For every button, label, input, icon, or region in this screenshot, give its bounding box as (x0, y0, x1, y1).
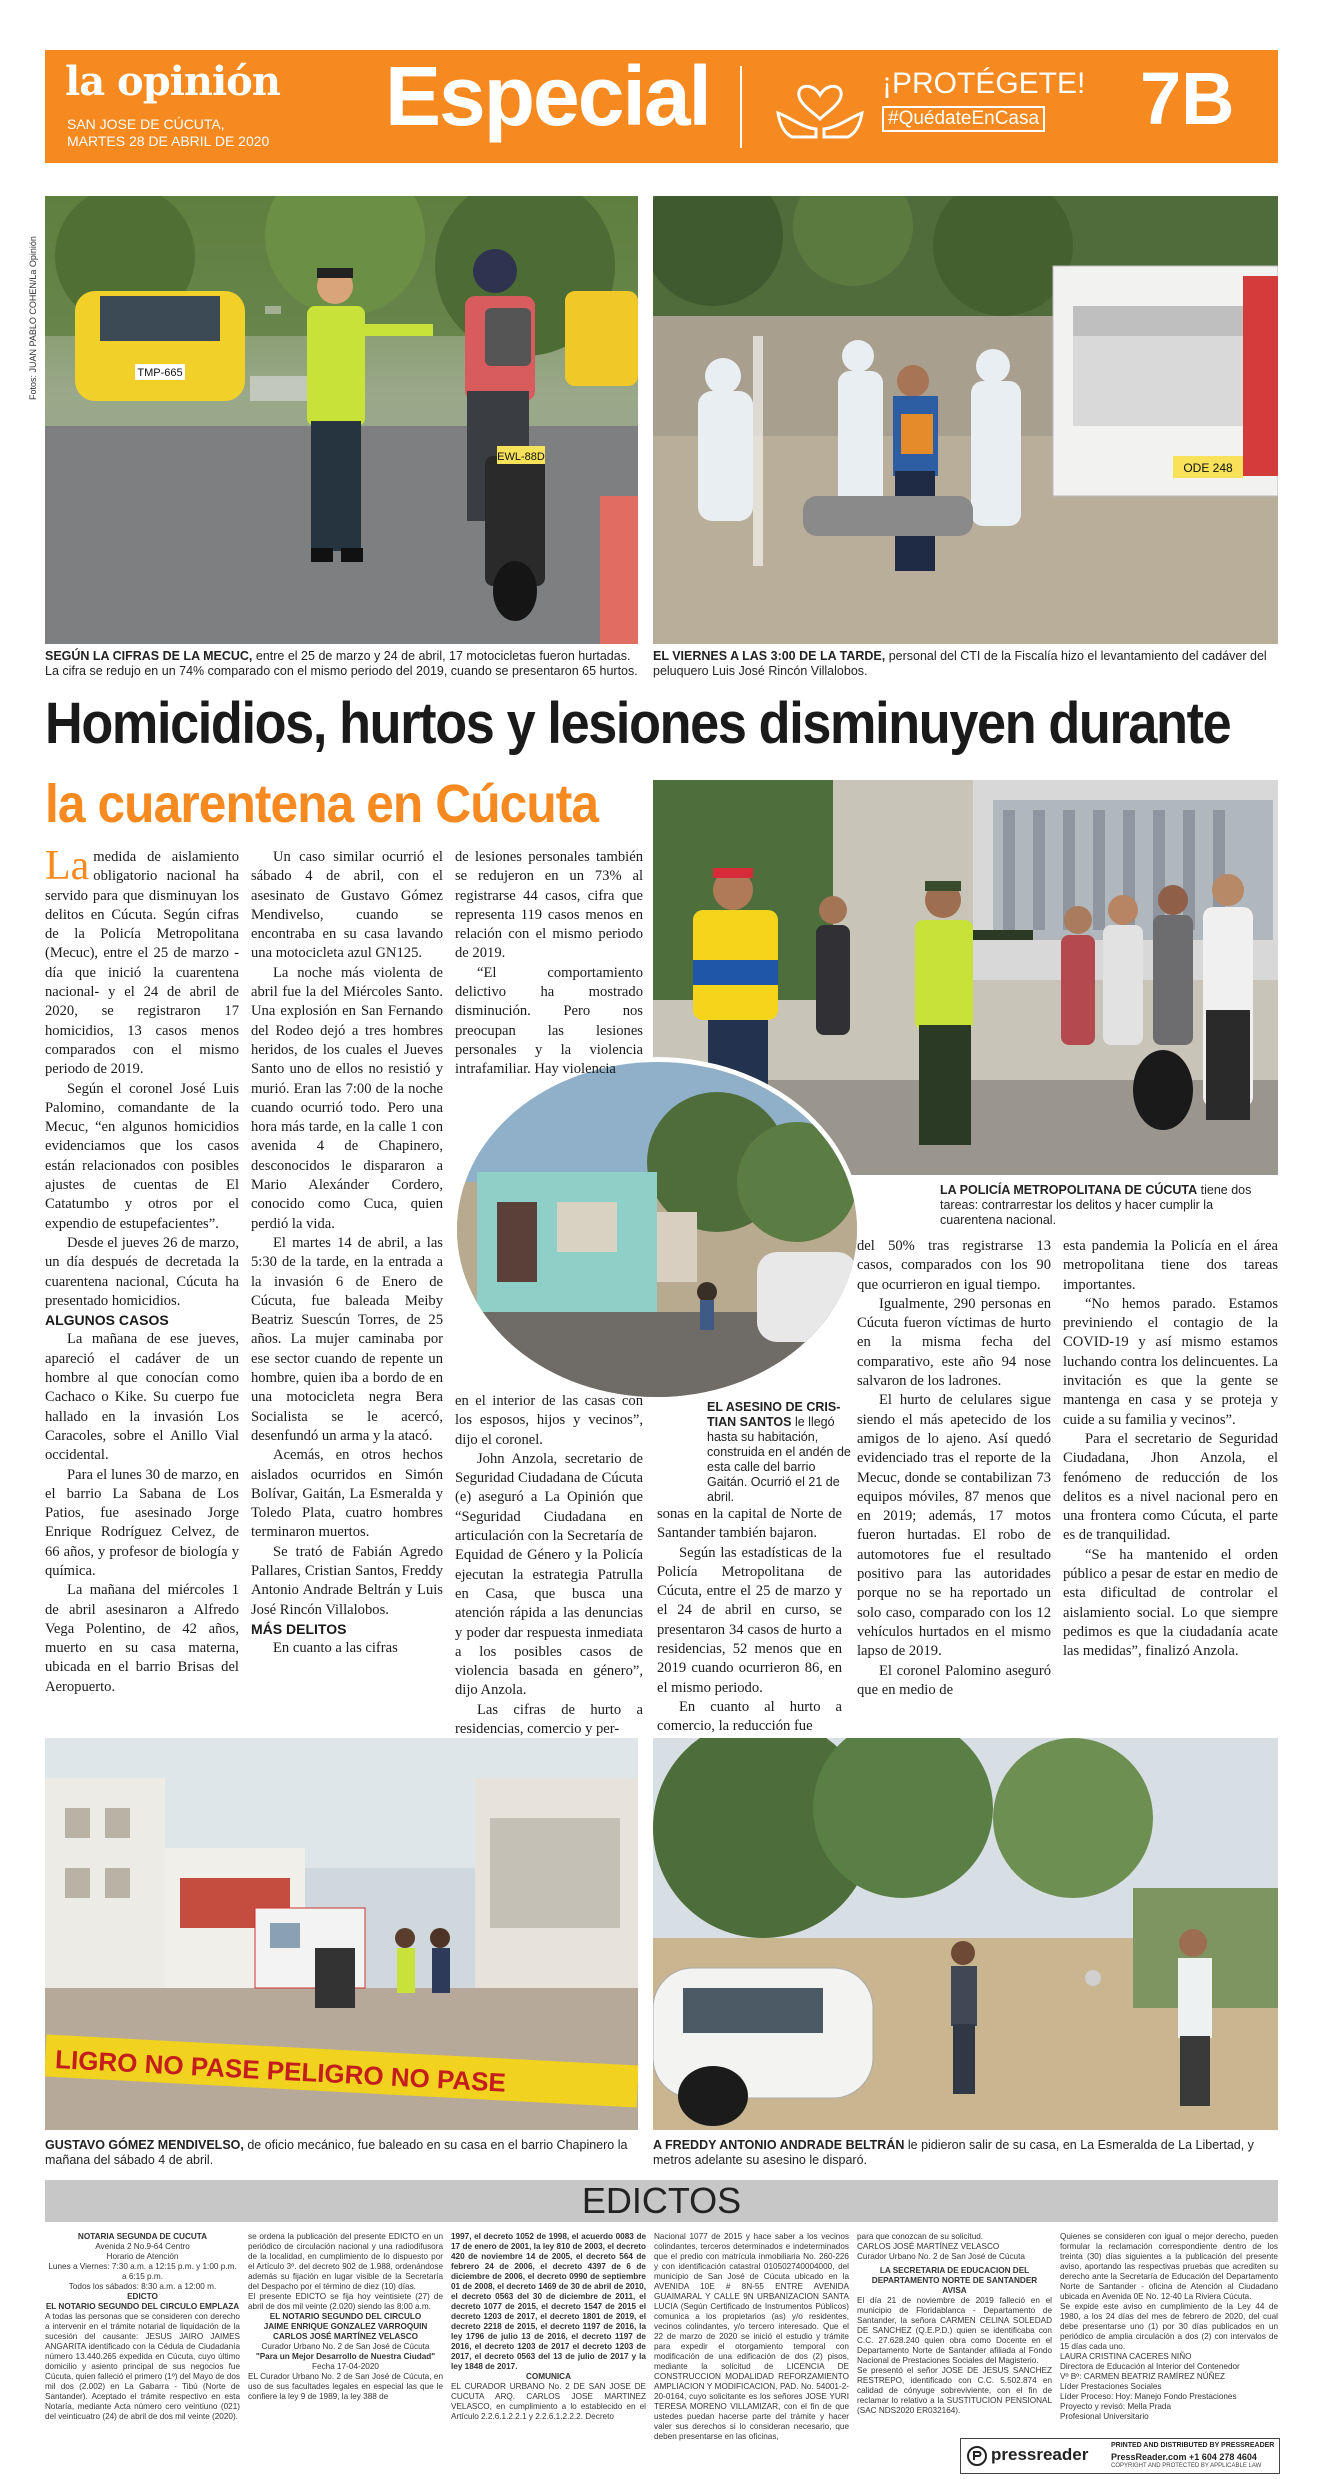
edicto-1-line: Avenida 2 No.9-64 Centro (95, 2242, 190, 2251)
caption-photo-6 (653, 2138, 1278, 2168)
edicto-2-line: El presente EDICTO se fija hoy veintisiete (27) de abril de dos mil veinte (2.020) siendo las 8:00 a.m. (248, 2292, 443, 2311)
campaign-title: ¡PROTÉGETE! (882, 67, 1086, 100)
col2-p2: La noche más violenta de abril fue la del Miércoles Santo. Una explosión en San Fernando del Rodeo dejó a tres hombres heridos, de los cuales el Jueves Santo uno de ellos no resistió y murió. Eran las 7:00 de la noche cuando ocurrió todo. Pero una hora más tarde, en la calle 1 con avenida 4 de Chapinero, desconocidos le dispararon a Mario Alexánder Cordero, conocido como Cuca, quien perdió la vida. (251, 964, 443, 1232)
col2-p5: Se trató de Fabián Agredo Pallares, Cristian Santos, Freddy Antonio Andrade Beltrán y Luis José Rincón Villalobos. (251, 1543, 443, 1618)
edicto-5-body: El día 21 de noviembre de 2019 falleció en el municipio de Floridablanca - Departamento de Santander, la señora CARMEN CELINA SOLEDAD DE SANCHEZ (Q.E.P.D.) quien se identificaba con C.C. 27.628.240 quien obra como Docente en el Departamento Norte de Santander afiliada al Fondo Nacional de Prestaciones Sociales del Magisterio. (857, 2296, 1052, 2365)
edicto-3-line: COMUNICA (525, 2372, 572, 2381)
edicto-6-line: Líder Prestaciones Sociales (1060, 2382, 1162, 2391)
col4-p1: sonas en la capital de Norte de Santander también bajaron. (657, 1506, 842, 1542)
edicto-4-body: Nacional 1077 de 2015 y hace saber a los vecinos colindantes, terceros determinados e indeterminados que el predio con matrícula inmobiliaria No. 260-226 y con identificación catastral 010502740004000, del municipio de San José de Cúcuta ubicado en la AVENIDA 10E # 8N-55 ENTRE AVENIDA GUAIMARAL Y CALLE 9N URBANIZACION SANTA LUCIA (Según Certificado de Instrumentos Públicos) comunica a los propietarios (as) y/o residentes, vecinos colindantes, y/o tercero interesado. Que el 22 de marzo de 2020 se inició el estudio y trámite para expedir el otorgamiento temporal con modificación de una edificación de dos (2) pisos, mediante la solicitud de LICENCIA DE CONSTRUCCION MODALIDAD REFORZAMIENTO AMPLIACION Y MODIFICACION, PAD. No. 54001-2-20-0164, cuyo solicitante es los señores JOSE YURI TERESA MORENO VILLAMIZAR, con el fin de que ustedes puedan hacerse parte del trámite y hacer valer sus derechos si lo consideran necesario, que deben presentarse en las oficinas, (654, 2232, 849, 2441)
edicto-1-body: A todas las personas que se consideren con derecho a intervenir en el trámite notarial de liquidación de la sucesión del causante: JESUS JAIRO JAIMES ANGARITA identificado con la Cédula de Ciudadanía número 13.440.265 expedida en Cúcuta, cuyo último domicilio y asiento principal de sus negocios fue Cúcuta, quien falleció el primero (1º) del Mayo de dos mil dos (2.002) en La Gabarra - Tibú (Norte de Santander). Aceptado el trámite respectivo en esta Notaría, mediante Acta número cero veintiuno (021) del veinticuatro (24) de abril de dos mil veinte (2020). (45, 2312, 240, 2421)
edicto-2-line: Fecha 17-04-2020 (312, 2362, 379, 2371)
caption-4-text: le llegó hasta su habitación, construida en el andén de esta calle del barrio Gaitán. Ocurrió el 21 de abril. (707, 1415, 851, 1504)
edicto-column-2 (248, 2232, 443, 2402)
col2-p3: El martes 14 de abril, a las 5:30 de la tarde, en la entrada a la invasión 6 de Enero de Cúcuta, fue baleada Meiby Beatriz Suescún Torres, de 25 años. La mujer caminaba por ese sector cuando de repente un hombre, quien iba a bordo de en una motocicleta negra Bera Socialista se le acercó, desenfundó un arma y la atacó. (251, 1234, 443, 1444)
col4-p2: Según las estadísticas de la Policía Metropolitana de Cúcuta, entre el 25 de marzo y el 24 de abril en curso, se presentaron 34 casos de hurto a residencias, 52 menos que en 2019 cuando ocurrieron 86, en el mismo periodo. (657, 1544, 842, 1696)
header-divider (740, 66, 742, 148)
drop-cap: La (45, 843, 90, 889)
edicto-6-line: Directora de Educación al Interior del Contenedor (1060, 2362, 1240, 2371)
article-column-2 (251, 848, 443, 1658)
col5-p2: Igualmente, 290 personas en Cúcuta fueron víctimas de hurto en la misma fecha del comparativo, este año 94 nose salvaron de los ladrones. (857, 1295, 1051, 1390)
caption-5-lead: GUSTAVO GÓMEZ MENDIVELSO, (45, 2138, 244, 2152)
col1-p2: Según el coronel José Luis Palomino, comandante de la Mecuc, “en algunos homicidios evidenciamos que los casos están relacionados con posibles ajustes de cuentas de El Catatumbo y otros por el expendio de estupefacientes”. (45, 1080, 239, 1232)
edicto-column-3 (451, 2232, 646, 2422)
caption-photo-3 (940, 1183, 1278, 1228)
caption-4-lead: EL ASESINO DE CRIS-TIAN SANTOS (707, 1400, 841, 1429)
col6-p2: “No hemos parado. Estamos previniendo el contagio de la COVID-19 y así mismo estamos luchando contra los delincuentes. La invitación es que la gente se mantenga en casa y se proteja y cuide a su familia y vecinos”. (1063, 1295, 1278, 1428)
article-column-6 (1063, 1237, 1278, 1662)
edicto-6-line: Profesional Universitario (1060, 2412, 1149, 2421)
article-column-4 (657, 1505, 842, 1737)
edicto-2-line: JAIME ENRIQUE GONZALEZ VARROQUIN (263, 2322, 428, 2331)
subhead-mas-delitos: MÁS DELITOS (251, 1620, 347, 1637)
col3-p3: en el interior de las casas con los esposos, hijos y vecinos”, dijo el coronel. (455, 1393, 643, 1448)
pressreader-brand: pressreader (991, 2445, 1089, 2464)
col5-p1: del 50% tras registrarse 13 casos, comparados con los 90 que ocurrieron en igual tiempo. (857, 1238, 1051, 1293)
photo-libertad-scene (653, 1738, 1278, 2130)
pressreader-line-1: PRINTED AND DISTRIBUTED BY PRESSREADER (1111, 2442, 1275, 2449)
edicto-column-1 (45, 2232, 240, 2422)
edicto-2-body: se ordena la publicación del presente EDICTO en un periódico de circulación nacional y una radiodifusora de la localidad, en cumplimiento de lo dispuesto por el Artículo 3º. del decreto 902 de 1.988, ordenándose además su fijación en lugar visible de la Secretaría del Despacho por el término de diez (10) días. (248, 2232, 443, 2291)
hands-heart-icon (770, 65, 870, 145)
edicto-3-body: 1997, el decreto 1052 de 1998, el acuerdo 0083 de 17 de enero de 2001, la ley 810 de 2003, el decreto 420 de noviembre 14 de 2005, el decreto 564 de febrero 24 de 2006, el decreto 4397 de 6 de diciembre de 2006, el decreto 0990 de septiembre 01 de 2008, el decreto 1469 de 30 de abril de 2010, el decreto 0563 del 30 de diciembre de 2011, el decreto 1077 de 2015, el decreto 1547 de 2015 el decreto 1203 de 2017, el decreto 1801 de 2019, el decreto 2218 de 2015, el decreto 1197 de 2016, la ley 1796 de julio 13 de 2016, el decreto 1197 de 2016, el decreto 1203 de 2017 el decreto 1203 de 2017, el decreto 0563 del 13 de julio de 2017 y la ley 1848 de 2017. (451, 2232, 646, 2371)
edicto-1-line: Todos los sábados: 8:30 a.m. a 12:00 m. (68, 2282, 217, 2291)
headline-line-1: Homicidios, hurtos y lesiones disminuyen durante (45, 691, 1231, 756)
article-column-1 (45, 843, 239, 1697)
edicto-1-line: EL NOTARIO SEGUNDO DEL CIRCULO EMPLAZA (45, 2302, 240, 2311)
col3-p5: Las cifras de hurto a residencias, comercio y per- (455, 1701, 643, 1738)
edicto-5-line: LA SECRETARIA DE EDUCACION DEL DEPARTAMENTO NORTE DE SANTANDER (871, 2266, 1038, 2285)
edicto-column-6 (1060, 2232, 1278, 2422)
caption-photo-1 (45, 649, 638, 679)
article-column-5 (857, 1237, 1051, 1700)
taxi-plate: TMP-665 (137, 367, 183, 379)
caption-6-text: le pidieron salir de su casa, en La Esmeralda de La Libertad, y metros adelante su asesino le disparó. (653, 2138, 1254, 2167)
caption-3-lead: LA POLICÍA METROPOLITANA DE CÚCUTA (940, 1183, 1198, 1197)
caution-tape-text: LIGRO NO PASE PELIGRO NO PASE (54, 2044, 507, 2098)
photo-credit: Fotos: JUAN PABLO COHEN/La Opinión (28, 236, 38, 400)
truck-plate: ODE 248 (1183, 461, 1233, 475)
pressreader-line-3: COPYRIGHT AND PROTECTED BY APPLICABLE LAW (1111, 2463, 1262, 2469)
dateline-city: SAN JOSE DE CÚCUTA, (67, 116, 225, 132)
headline-line-2: la cuarentena en Cúcuta (45, 774, 599, 834)
dateline-date: MARTES 28 DE ABRIL DE 2020 (67, 133, 270, 149)
edicto-1-line: NOTARIA SEGUNDA DE CUCUTA (77, 2232, 208, 2241)
col1-p5: Para el lunes 30 de marzo, en el barrio La Sabana de Los Patios, fue asesinado Jorge Enrique Rodríguez Celvez, de 66 años, y profesor de biología y química. (45, 1466, 239, 1579)
photo-chapinero-scene (45, 1738, 638, 2130)
campaign-hashtag: #QuédateEnCasa (882, 106, 1045, 132)
newspaper-logo: la opinión (65, 58, 280, 105)
caption-5-text: de oficio mecánico, fue baleado en su casa en el barrio Chapinero la mañana del sábado 4 de abril. (45, 2138, 628, 2167)
section-title: Especial (385, 49, 710, 143)
col1-p6: La mañana del miércoles 1 de abril asesinaron a Alfredo Vega Polentino, de 42 años, muerto en su casa materna, ubicada en el barrio Brisas del Aeropuerto. (45, 1582, 239, 1695)
caption-1-lead: SEGÚN LA CIFRAS DE LA MECUC, (45, 649, 253, 663)
article-column-3-top (455, 848, 643, 1080)
col3-p2: “El comportamiento delictivo ha mostrado disminución. Pero nos preocupan las lesiones personales y la violencia intrafamiliar. Hay violencia (455, 964, 643, 1078)
col1-p3: Desde el jueves 26 de marzo, un día después de decretada la cuarentena nacional, Cúcuta ha presentado homicidios. (45, 1234, 239, 1309)
caption-1-text: entre el 25 de marzo y 24 de abril, 17 motocicletas fueron hurtadas. La cifra se redujo en un 74% comparado con el mismo periodo del 2019, cuando se presentaron 65 hurtos. (45, 649, 638, 678)
edicto-6-body: Quienes se consideren con igual o mejor derecho, pueden formular la reclamación correspondiente dentro de los treinta (30) días siguientes a la publicación del presente aviso, aportando las respectivas pruebas que acrediten su derecho ante la Secretaría de Educación del Departamento Norte de Santander - oficina de Atención al Ciudadano ubicada en Avenida 0E No. 12-40 La Riviera Cúcuta. (1060, 2232, 1278, 2301)
pressreader-line-2: PressReader.com +1 604 278 4604 (1111, 2452, 1257, 2462)
pressreader-badge (960, 2438, 1280, 2474)
edicto-6-line: Líder Proceso: Hoy: Manejo Fondo Prestaciones (1060, 2392, 1237, 2401)
article-column-3-bottom (455, 1392, 643, 1739)
edictos-title: EDICTOS (581, 2180, 742, 2221)
page-number: 7B (1140, 57, 1235, 140)
caption-2-text: personal del CTI de la Fiscalía hizo el levantamiento del cadáver del peluquero Luis José Rincón Villalobos. (653, 649, 1267, 678)
col6-p4: “Se ha mantenido el orden público a pesar de estar en medio de esta dificultad de controlar el aislamiento social. Lo que siempre pedimos es que la ciudadanía acate las medidas”, finalizó Anzola. (1063, 1546, 1278, 1660)
caption-6-lead: A FREDDY ANTONIO ANDRADE BELTRÁN (653, 2138, 905, 2152)
col3-p4: John Anzola, secretario de Seguridad Ciudadana de Cúcuta (e) aseguró a La Opinión que “Seguridad Ciudadana en articulación con la Secretaría de Equidad de Género y la Policía ejecutan la estrategia Patrulla en Casa, que busca una atención rápida a las denuncias y poder dar respuesta inmediata a los posibles casos de violencia basada en género”, dijo Anzola. (455, 1450, 643, 1699)
photo-police-checkpoint (45, 196, 638, 644)
col5-p3: El hurto de celulares sigue siendo el más apetecido de los amigos de lo ajeno. Así quedó evidenciado tras el reporte de la Mecuc, donde se contabilizan 73 equipos móviles, 87 menos que en 2019; además, 17 motos fueron hurtadas. El robo de automotores fue el resultado positivo para las autoridades porque no se ha reportado un solo caso, comparado con los 12 vehículos hurtados en el mismo lapso de 2019. (857, 1392, 1051, 1660)
caption-2-lead: EL VIERNES A LAS 3:00 DE LA TARDE, (653, 649, 886, 663)
edicto-2-body: EL Curador Urbano No. 2 de San José de Cúcuta, en uso de sus facultades legales en especial las que le confiere la ley 9 de 1989, la ley 388 de (248, 2372, 443, 2401)
pressreader-logo-icon (967, 2446, 987, 2466)
edicto-column-5 (857, 2232, 1052, 2416)
edicto-2-line: Curador Urbano No. 2 de San José de Cúcuta (261, 2342, 430, 2351)
col5-p4: El coronel Palomino aseguró que en medio de (857, 1662, 1051, 1698)
edicto-5-line: para que conozcan de su solicitud. (857, 2232, 984, 2241)
col2-p6: En cuanto a las cifras (273, 1640, 398, 1657)
subhead-algunos-casos: ALGUNOS CASOS (45, 1312, 169, 1329)
edicto-2-line: "Para un Mejor Desarrollo de Nuestra Ciudad" (255, 2352, 436, 2361)
col6-p3: Para el secretario de Seguridad Ciudadana, Jhon Anzola, el fenómeno de reducción de los delitos es a nivel nacional pero en una frontera como Cúcuta, el parte es de tranquilidad. (1063, 1430, 1278, 1544)
edicto-5-line: CARLOS JOSÉ MARTÍNEZ VELASCO (857, 2242, 1000, 2251)
edicto-5-line: AVISA (942, 2286, 967, 2295)
caption-photo-2 (653, 649, 1278, 679)
col3-p1: de lesiones personales también se redujeron en un 73% al registrarse 44 casos, cifra que representa 119 casos menos en relación con el mismo periodo de 2019. (455, 849, 643, 962)
edicto-1-line: Lunes a Viernes: 7:30 a.m. a 12:15 p.m. y 1:00 p.m. a 6:15 p.m. (48, 2262, 237, 2281)
edicto-1-line: EDICTO (127, 2292, 158, 2301)
col2-p1: Un caso similar ocurrió el sábado 4 de abril, con el asesinato de Gustavo Gómez Mendivelso, cuando se encontraba en su casa lavando una motocicleta azul GN125. (251, 849, 443, 962)
edicto-2-line: EL NOTARIO SEGUNDO DEL CIRCULO (269, 2312, 422, 2321)
edicto-5-line: Curador Urbano No. 2 de San José de Cúcuta (857, 2252, 1025, 2261)
col1-p1: medida de aislamiento obligatorio nacional ha servido para que disminuyan los delitos en Cúcuta. Según cifras de la Policía Metropolitana (Mecuc), entre el 25 de marzo -día que inició la cuarentena nacional- y el 24 de abril de 2020, se registraron 17 homicidios, 13 casos menos comparados con el mismo periodo de 2019. (45, 849, 239, 1078)
edicto-6-line: Vº Bº: CARMEN BEATRIZ RAMÍREZ NÚÑEZ (1060, 2372, 1226, 2381)
col4-p3: En cuanto al hurto a comercio, la reducción fue (657, 1698, 842, 1735)
caption-3-text: tiene dos tareas: contrarrestar los delitos y hacer cumplir la cuarentena nacional. (940, 1183, 1252, 1227)
caption-photo-4 (707, 1400, 852, 1505)
caption-photo-5 (45, 2138, 638, 2168)
edicto-column-4 (654, 2232, 849, 2442)
photo-forensic-team (653, 196, 1278, 644)
edicto-5-body: Se presentó el señor JOSE DE JESUS SANCHEZ RESTREPO, identificado con C.C. 5.502.874 en calidad de cónyuge sobreviviente, con el fin de reclamar lo relativo a la SUSTITUCION PENSIONAL (SAC NDS2020 ER032164). (857, 2366, 1052, 2415)
edicto-3-body: EL CURADOR URBANO No. 2 DE SAN JOSE DE CUCUTA ARQ. CARLOS JOSE MARTINEZ VELASCO, en cumplimiento a lo establecido en el Artículo 2.2.6.1.2.2.1 y 2.2.6.1.2.2.2. Decreto (451, 2382, 646, 2421)
edicto-6-line: LAURA CRISTINA CACERES NIÑO (1060, 2352, 1192, 2361)
col6-p1: esta pandemia la Policía en el área metropolitana tiene dos tareas importantes. (1063, 1238, 1278, 1293)
edicto-1-line: Horario de Atención (106, 2252, 179, 2261)
col2-p4: Acemás, en otros hechos aislados ocurridos en Simón Bolívar, Gaitán, La Esmeralda y Toledo Plata, cuatro hombres terminaron muertos. (251, 1447, 443, 1541)
edicto-2-line: CARLOS JOSÉ MARTÍNEZ VELASCO (272, 2332, 419, 2341)
edicto-6-line: Proyecto y revisó: Mella Prada (1060, 2402, 1172, 2411)
edicto-6-body: Se expide este aviso en cumplimiento de la Ley 44 de 1980, a los 24 días del mes de febrero de 2020, del cual debe presentarse uno (1) por 30 días publicados en un periódico de amplia circulación a dos (2) con intervalos de 15 días cada uno. (1060, 2302, 1278, 2351)
dateline (67, 116, 269, 150)
moto-plate: EWL-88D (497, 451, 545, 463)
photo-gaitan-street-circle (452, 1057, 862, 1402)
col1-p4: La mañana de ese jueves, apareció el cadáver de un hombre al que conocían como Cachaco o Kike. Su cuerpo fue hallado en la invasión Los Caracoles, sobre el Anillo Vial occidental. (45, 1331, 239, 1464)
